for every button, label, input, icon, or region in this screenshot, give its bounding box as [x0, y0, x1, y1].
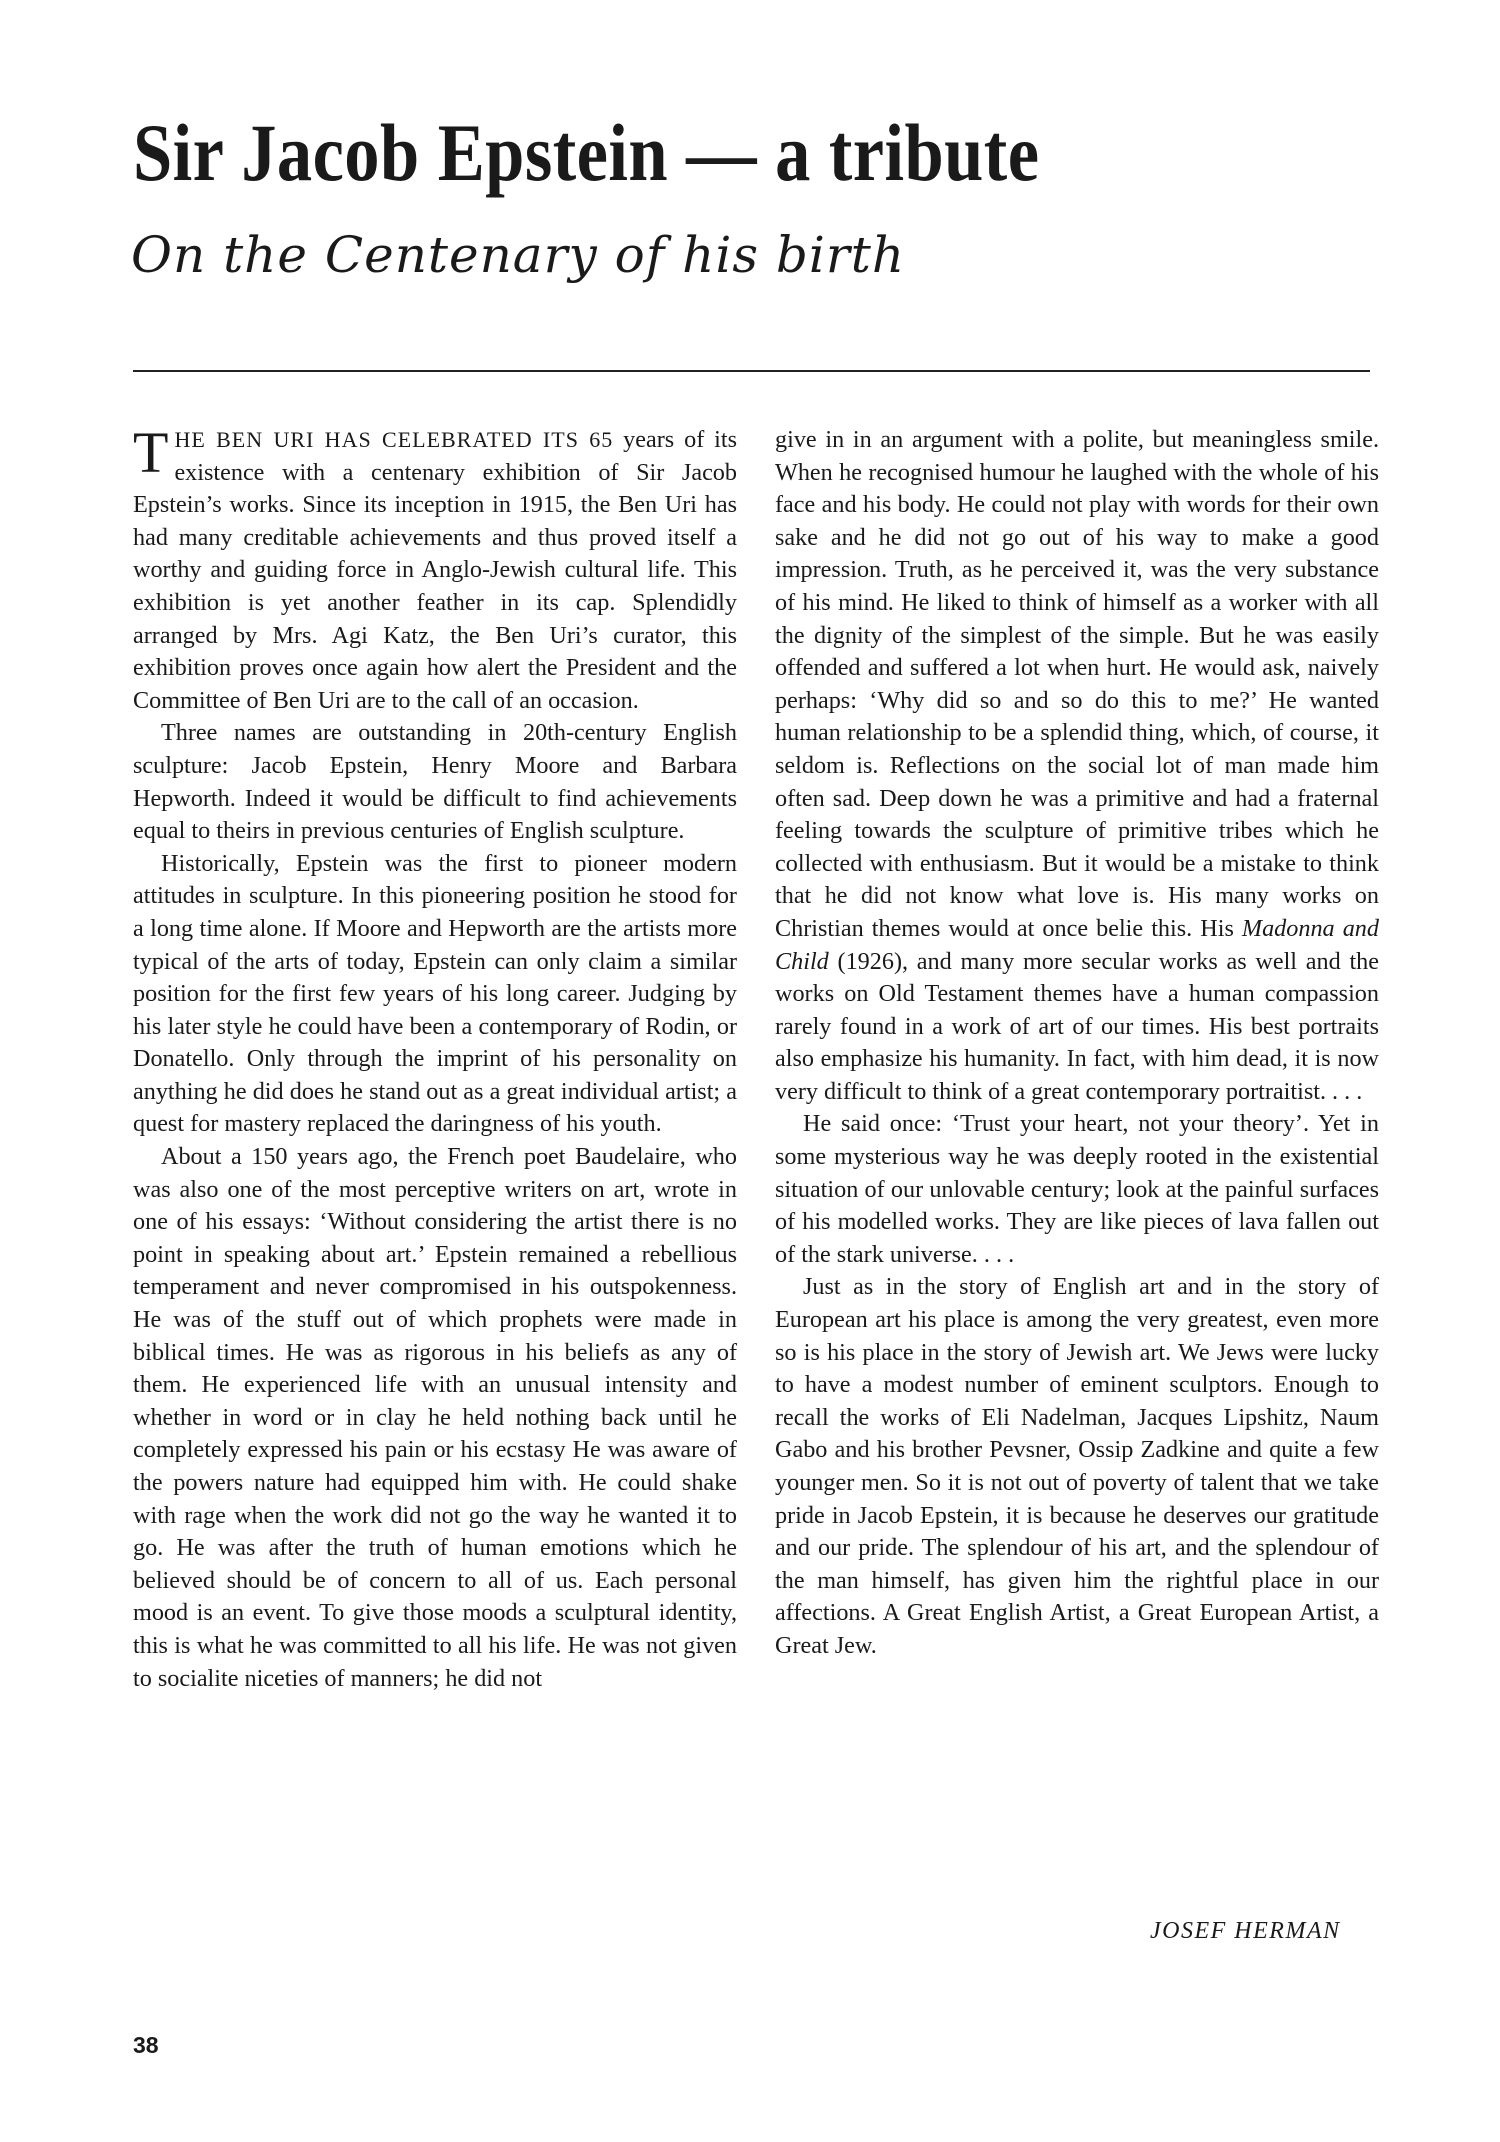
- paragraph-intro: [133, 420, 737, 717]
- article-title: Sir Jacob Epstein — a tribute: [133, 107, 1040, 198]
- paragraph-jewish-art: Just as in the story of English art and in the story of European art his place is among the very greatest, even more so is his place in the story of Jewish art. We Jews were lucky to have a modest number of eminent sculptors. Enough to recall the works of Eli Nadelman, Jacques Lipshitz, Naum Gabo and his brother Pevsner, Ossip Zadkine and quite a few younger men. So it is not out of poverty of talent that we take pride in Jacob Epstein, it is because he deserves our gratitude and our pride. The splendour of his art, and the splendour of the man himself, has given him the rightful place in our affections. A Great English Artist, a Great European Artist, a Great Jew.: [775, 1273, 1379, 1659]
- paragraph-trust-your-heart: He said once: ‘Trust your heart, not your theory’. Yet in some mysterious way he was deeply rooted in the existential situation of our unlovable century; look at the painful surfaces of his modelled works. They are like pieces of lava fallen out of the stark universe. . . .: [775, 1110, 1379, 1268]
- intro-smallcaps: HE BEN URI HAS CELEBRATED ITS 65: [174, 427, 614, 452]
- article-column-right: [775, 424, 1379, 1663]
- intro-text: years of its existence with a centenary exhibition of Sir Jacob Epstein’s works. Since its inception in 1915, the Ben Uri has had many creditable achievements and thus proved itself a worthy and guiding force in Anglo-Jewish cultural life. This exhibition is yet another feather in its cap. Splendidly arranged by Mrs. Agi Katz, the Ben Uri’s curator, this exhibition proves once again how alert the President and the Committee of Ben Uri are to the call of an occasion.: [133, 426, 737, 714]
- continued-text-b: (1926), and many more secular works as well and the works on Old Testament themes have a human compassion rarely found in a work of art of our times. His best portraits also emphasize his humanity. In fact, with him dead, it is now very difficult to think of a great contemporary portraitist. . . .: [775, 947, 1379, 1105]
- page-number: 38: [133, 2032, 159, 2058]
- paragraph-historically: Historically, Epstein was the first to pioneer modern attitudes in sculpture. In this pioneering position he stood for a long time alone. If Moore and Hepworth are the artists more typical of the arts of today, Epstein can only claim a similar position for the first few years of his long career. Judging by his later style he could have been a contemporary of Rodin, or Donatello. Only through the imprint of his personality on anything he did does he stand out as a great individual artist; a quest for mastery replaced the daringness of his youth.: [133, 849, 737, 1138]
- paragraph-continued: [775, 424, 1379, 1108]
- paragraph-three-names: Three names are outstanding in 20th-century English sculpture: Jacob Epstein, Henry Moore and Barbara Hepworth. Indeed it would be difficult to find achievements equal to theirs in previous centuries of English sculpture.: [133, 719, 737, 845]
- author-signature: JOSEF HERMAN: [1150, 1918, 1341, 1944]
- continued-text-a: give in in an argument with a polite, but meaningless smile. When he recognised humour he laughed with the whole of his face and his body. He could not play with words for their own sake and he did not go out of his way to make a good impression. Truth, as he perceived it, was the very substance of his mind. He liked to think of himself as a worker with all the dignity of the simplest of the simple. But he was easily offended and suffered a lot when hurt. He would ask, naively perhaps: ‘Why did so and so do this to me?’ He wanted human relationship to be a splendid thing, which, of course, it seldom is. Reflections on the social lot of man made him often sad. Deep down he was a primitive and had a fraternal feeling towards the sculpture of primitive tribes which he collected with enthusiasm. But it would be a mistake to think that he did not know what love is. His many works on Christian themes would at once belie this. His: [775, 426, 1379, 942]
- title-divider: [133, 370, 1370, 372]
- article-subtitle: On the Centenary of his birth: [131, 226, 906, 284]
- artwork-title: Madonna and Child: [775, 914, 1379, 975]
- drop-cap: T: [133, 420, 169, 485]
- article-column-left: [133, 420, 737, 1695]
- paragraph-baudelaire: About a 150 years ago, the French poet Baudelaire, who was also one of the most perceptive writers on art, wrote in one of his essays: ‘Without considering the artist there is no point in speaking about art.’ Epstein remained a rebellious temperament and never compromised in his outspokenness. He was of the stuff out of which prophets were made in biblical times. He was as rigorous in his beliefs as any of them. He experienced life with an unusual intensity and whether in word or in clay he held nothing back until he completely expressed his pain or his ecstasy He was aware of the powers nature had equipped him with. He could shake with rage when the work did not go the way he wanted it to go. He was after the truth of human emotions which he believed should be of concern to all of us. Each personal mood is an event. To give those moods a sculptural identity, this is what he was committed to all his life. He was not given to socialite niceties of manners; he did not: [133, 1143, 737, 1692]
